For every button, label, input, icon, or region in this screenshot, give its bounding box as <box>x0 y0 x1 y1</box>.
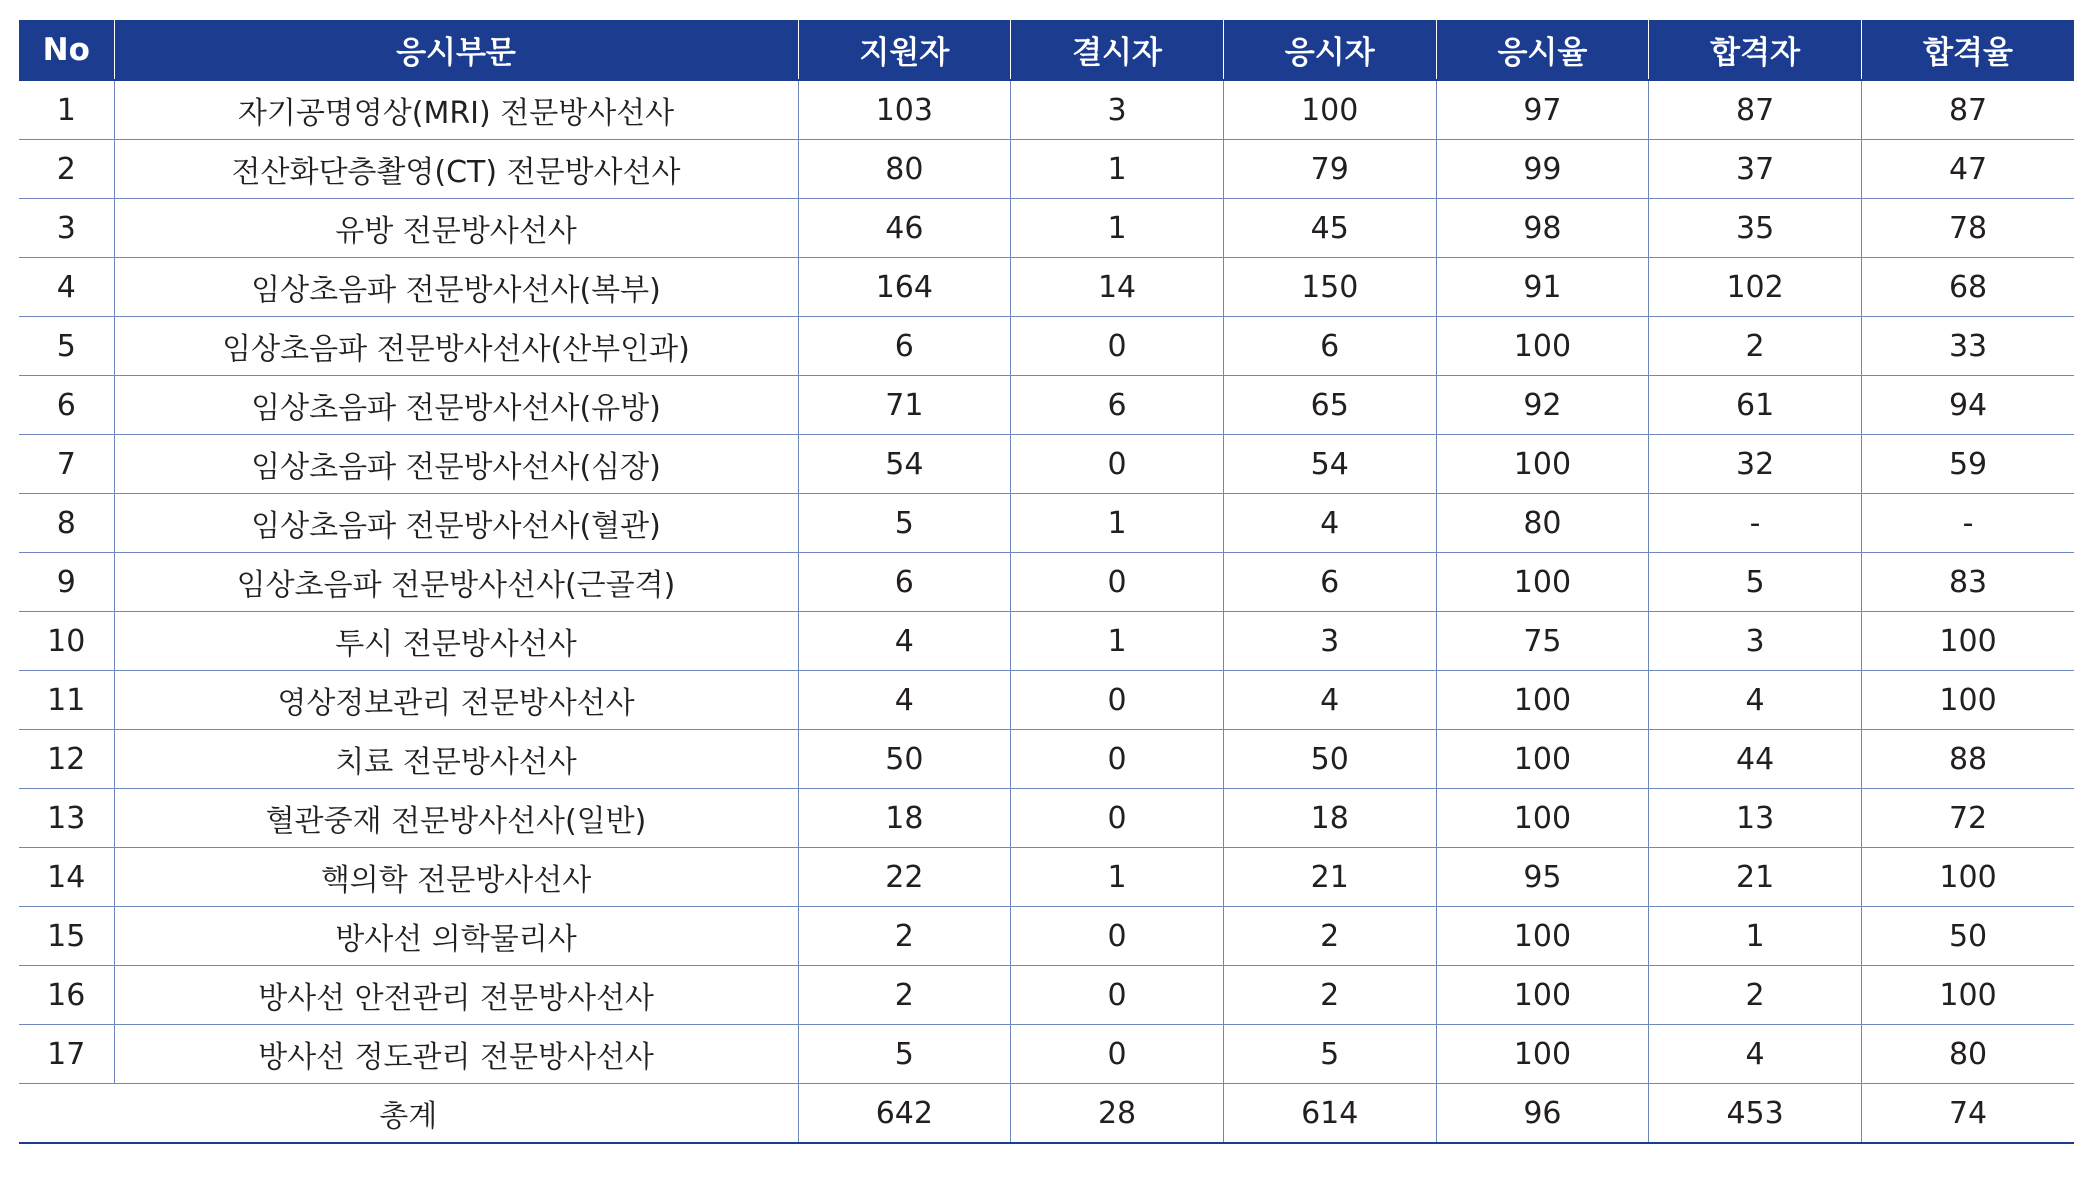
applicants-cell: 4 <box>798 612 1011 671</box>
table-header <box>19 20 2074 80</box>
pass-rate-cell: 33 <box>1861 317 2074 376</box>
row-number: 9 <box>19 553 114 612</box>
category-name: 영상정보관리 전문방사선사 <box>114 671 798 730</box>
applicants-cell: 50 <box>798 730 1011 789</box>
absentees-cell: 0 <box>1011 907 1224 966</box>
examinees-cell: 45 <box>1223 199 1436 258</box>
row-number: 3 <box>19 199 114 258</box>
pass-rate-cell: 100 <box>1861 671 2074 730</box>
table-row <box>19 140 2074 199</box>
total-cell: 642 <box>798 1084 1011 1144</box>
row-number: 8 <box>19 494 114 553</box>
examinees-cell: 21 <box>1223 848 1436 907</box>
attendance-rate-cell: 100 <box>1436 789 1649 848</box>
applicants-cell: 54 <box>798 435 1011 494</box>
row-number: 10 <box>19 612 114 671</box>
row-number: 6 <box>19 376 114 435</box>
table-row <box>19 848 2074 907</box>
pass-rate-cell: 94 <box>1861 376 2074 435</box>
total-cell: 74 <box>1861 1084 2074 1144</box>
pass-rate-cell: 100 <box>1861 612 2074 671</box>
header-attendance-rate: 응시율 <box>1436 20 1649 80</box>
pass-rate-cell: 72 <box>1861 789 2074 848</box>
applicants-cell: 46 <box>798 199 1011 258</box>
category-name: 방사선 안전관리 전문방사선사 <box>114 966 798 1025</box>
passed-cell: 5 <box>1649 553 1862 612</box>
table-row <box>19 80 2074 140</box>
attendance-rate-cell: 98 <box>1436 199 1649 258</box>
attendance-rate-cell: 100 <box>1436 671 1649 730</box>
category-name: 유방 전문방사선사 <box>114 199 798 258</box>
table-row <box>19 317 2074 376</box>
table-row <box>19 671 2074 730</box>
attendance-rate-cell: 100 <box>1436 317 1649 376</box>
applicants-cell: 71 <box>798 376 1011 435</box>
total-row <box>19 1084 2074 1144</box>
header-pass-rate: 합격율 <box>1861 20 2074 80</box>
total-cell: 28 <box>1011 1084 1224 1144</box>
attendance-rate-cell: 91 <box>1436 258 1649 317</box>
applicants-cell: 22 <box>798 848 1011 907</box>
row-number: 1 <box>19 80 114 140</box>
row-number: 2 <box>19 140 114 199</box>
row-number: 4 <box>19 258 114 317</box>
examinees-cell: 6 <box>1223 553 1436 612</box>
applicants-cell: 5 <box>798 1025 1011 1084</box>
absentees-cell: 1 <box>1011 140 1224 199</box>
passed-cell: 4 <box>1649 671 1862 730</box>
header-absentees: 결시자 <box>1011 20 1224 80</box>
attendance-rate-cell: 80 <box>1436 494 1649 553</box>
row-number: 15 <box>19 907 114 966</box>
passed-cell: 32 <box>1649 435 1862 494</box>
applicants-cell: 6 <box>798 553 1011 612</box>
passed-cell: 2 <box>1649 966 1862 1025</box>
table-row <box>19 258 2074 317</box>
attendance-rate-cell: 75 <box>1436 612 1649 671</box>
table-row <box>19 199 2074 258</box>
table-body <box>19 80 2074 1143</box>
passed-cell: 3 <box>1649 612 1862 671</box>
category-name: 임상초음파 전문방사선사(복부) <box>114 258 798 317</box>
passed-cell: 87 <box>1649 80 1862 140</box>
applicants-cell: 164 <box>798 258 1011 317</box>
category-name: 치료 전문방사선사 <box>114 730 798 789</box>
table-row <box>19 789 2074 848</box>
table-row <box>19 730 2074 789</box>
category-name: 임상초음파 전문방사선사(유방) <box>114 376 798 435</box>
passed-cell: 44 <box>1649 730 1862 789</box>
category-name: 임상초음파 전문방사선사(혈관) <box>114 494 798 553</box>
attendance-rate-cell: 95 <box>1436 848 1649 907</box>
category-name: 투시 전문방사선사 <box>114 612 798 671</box>
row-number: 17 <box>19 1025 114 1084</box>
header-examinees: 응시자 <box>1223 20 1436 80</box>
exam-results-table <box>19 20 2074 1144</box>
table-row <box>19 1025 2074 1084</box>
passed-cell: 4 <box>1649 1025 1862 1084</box>
examinees-cell: 4 <box>1223 494 1436 553</box>
examinees-cell: 6 <box>1223 317 1436 376</box>
absentees-cell: 3 <box>1011 80 1224 140</box>
row-number: 11 <box>19 671 114 730</box>
examinees-cell: 18 <box>1223 789 1436 848</box>
absentees-cell: 1 <box>1011 494 1224 553</box>
passed-cell: 1 <box>1649 907 1862 966</box>
pass-rate-cell: 100 <box>1861 966 2074 1025</box>
total-label: 총계 <box>19 1084 798 1144</box>
passed-cell: 37 <box>1649 140 1862 199</box>
table-row <box>19 553 2074 612</box>
pass-rate-cell: 83 <box>1861 553 2074 612</box>
table-row <box>19 376 2074 435</box>
examinees-cell: 65 <box>1223 376 1436 435</box>
category-name: 임상초음파 전문방사선사(산부인과) <box>114 317 798 376</box>
examinees-cell: 54 <box>1223 435 1436 494</box>
absentees-cell: 6 <box>1011 376 1224 435</box>
table-row <box>19 612 2074 671</box>
absentees-cell: 1 <box>1011 199 1224 258</box>
absentees-cell: 0 <box>1011 1025 1224 1084</box>
applicants-cell: 18 <box>798 789 1011 848</box>
passed-cell: 13 <box>1649 789 1862 848</box>
row-number: 14 <box>19 848 114 907</box>
header-applicants: 지원자 <box>798 20 1011 80</box>
category-name: 임상초음파 전문방사선사(근골격) <box>114 553 798 612</box>
pass-rate-cell: - <box>1861 494 2074 553</box>
absentees-cell: 0 <box>1011 553 1224 612</box>
examinees-cell: 150 <box>1223 258 1436 317</box>
absentees-cell: 1 <box>1011 612 1224 671</box>
attendance-rate-cell: 100 <box>1436 966 1649 1025</box>
row-number: 13 <box>19 789 114 848</box>
pass-rate-cell: 50 <box>1861 907 2074 966</box>
absentees-cell: 0 <box>1011 317 1224 376</box>
category-name: 방사선 의학물리사 <box>114 907 798 966</box>
passed-cell: 35 <box>1649 199 1862 258</box>
header-row <box>19 20 2074 80</box>
attendance-rate-cell: 99 <box>1436 140 1649 199</box>
row-number: 12 <box>19 730 114 789</box>
category-name: 임상초음파 전문방사선사(심장) <box>114 435 798 494</box>
examinees-cell: 2 <box>1223 907 1436 966</box>
category-name: 방사선 정도관리 전문방사선사 <box>114 1025 798 1084</box>
absentees-cell: 1 <box>1011 848 1224 907</box>
absentees-cell: 0 <box>1011 435 1224 494</box>
absentees-cell: 0 <box>1011 966 1224 1025</box>
applicants-cell: 80 <box>798 140 1011 199</box>
examinees-cell: 100 <box>1223 80 1436 140</box>
attendance-rate-cell: 97 <box>1436 80 1649 140</box>
header-category: 응시부문 <box>114 20 798 80</box>
absentees-cell: 0 <box>1011 789 1224 848</box>
applicants-cell: 2 <box>798 966 1011 1025</box>
pass-rate-cell: 87 <box>1861 80 2074 140</box>
applicants-cell: 4 <box>798 671 1011 730</box>
passed-cell: 61 <box>1649 376 1862 435</box>
absentees-cell: 0 <box>1011 671 1224 730</box>
pass-rate-cell: 80 <box>1861 1025 2074 1084</box>
applicants-cell: 103 <box>798 80 1011 140</box>
examinees-cell: 5 <box>1223 1025 1436 1084</box>
row-number: 16 <box>19 966 114 1025</box>
category-name: 혈관중재 전문방사선사(일반) <box>114 789 798 848</box>
passed-cell: 2 <box>1649 317 1862 376</box>
applicants-cell: 2 <box>798 907 1011 966</box>
table-row <box>19 907 2074 966</box>
pass-rate-cell: 47 <box>1861 140 2074 199</box>
examinees-cell: 3 <box>1223 612 1436 671</box>
examinees-cell: 79 <box>1223 140 1436 199</box>
header-passed: 합격자 <box>1649 20 1862 80</box>
table-row <box>19 494 2074 553</box>
category-name: 핵의학 전문방사선사 <box>114 848 798 907</box>
category-name: 자기공명영상(MRI) 전문방사선사 <box>114 80 798 140</box>
absentees-cell: 14 <box>1011 258 1224 317</box>
row-number: 5 <box>19 317 114 376</box>
passed-cell: 21 <box>1649 848 1862 907</box>
pass-rate-cell: 78 <box>1861 199 2074 258</box>
row-number: 7 <box>19 435 114 494</box>
header-no: No <box>19 20 114 80</box>
examinees-cell: 2 <box>1223 966 1436 1025</box>
pass-rate-cell: 59 <box>1861 435 2074 494</box>
attendance-rate-cell: 100 <box>1436 553 1649 612</box>
pass-rate-cell: 68 <box>1861 258 2074 317</box>
examinees-cell: 50 <box>1223 730 1436 789</box>
examinees-cell: 4 <box>1223 671 1436 730</box>
passed-cell: 102 <box>1649 258 1862 317</box>
total-cell: 614 <box>1223 1084 1436 1144</box>
attendance-rate-cell: 100 <box>1436 907 1649 966</box>
exam-results-table-container <box>19 20 2074 1144</box>
applicants-cell: 6 <box>798 317 1011 376</box>
passed-cell: - <box>1649 494 1862 553</box>
attendance-rate-cell: 100 <box>1436 1025 1649 1084</box>
attendance-rate-cell: 92 <box>1436 376 1649 435</box>
absentees-cell: 0 <box>1011 730 1224 789</box>
total-cell: 453 <box>1649 1084 1862 1144</box>
pass-rate-cell: 100 <box>1861 848 2074 907</box>
table-row <box>19 966 2074 1025</box>
category-name: 전산화단층촬영(CT) 전문방사선사 <box>114 140 798 199</box>
table-row <box>19 435 2074 494</box>
attendance-rate-cell: 100 <box>1436 435 1649 494</box>
total-cell: 96 <box>1436 1084 1649 1144</box>
applicants-cell: 5 <box>798 494 1011 553</box>
attendance-rate-cell: 100 <box>1436 730 1649 789</box>
pass-rate-cell: 88 <box>1861 730 2074 789</box>
